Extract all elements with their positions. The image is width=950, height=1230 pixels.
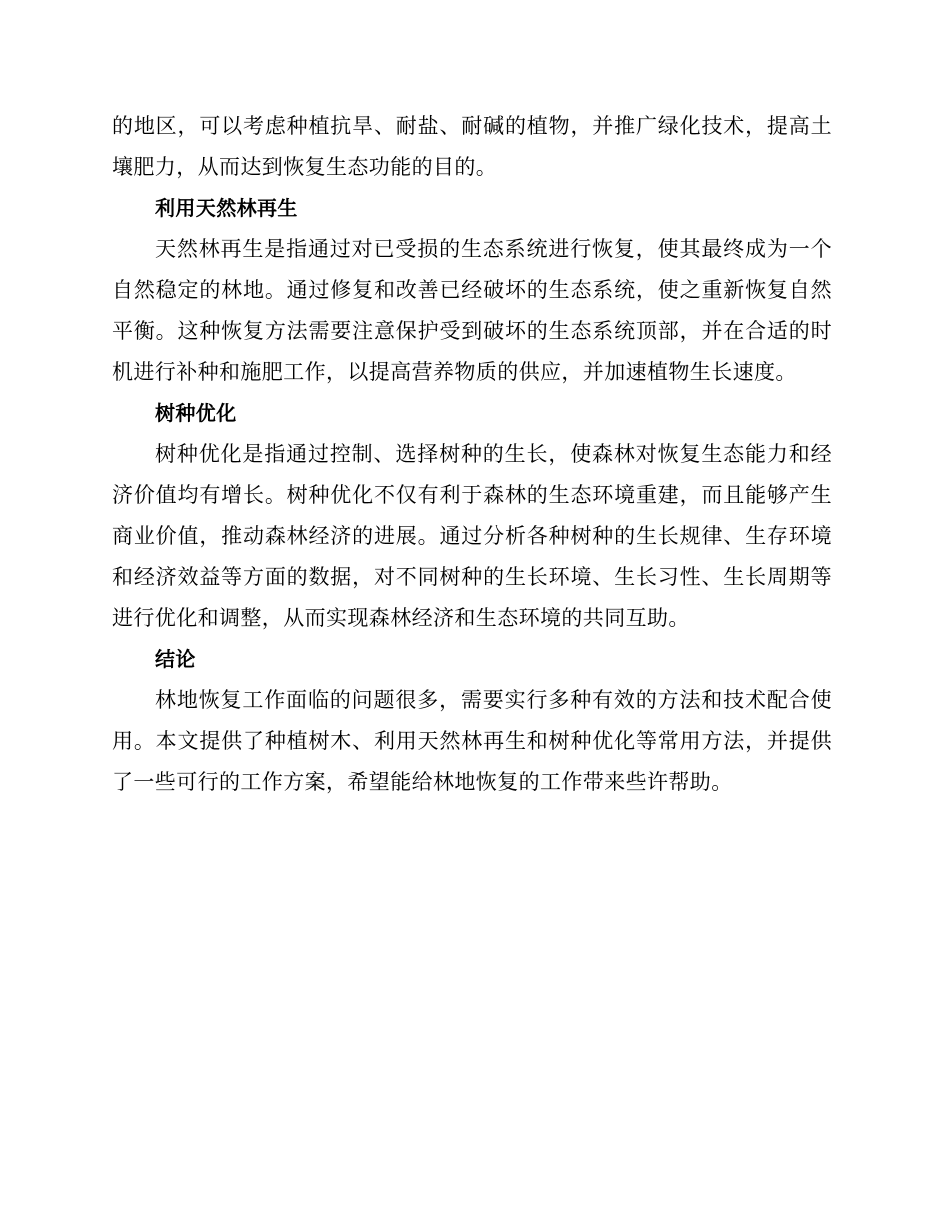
document-page [112,106,832,803]
section-paragraph-species-optimization: 树种优化是指通过控制、选择树种的生长，使森林对恢复生态能力和经济价值均有增长。树种优化不仅有利于森林的生态环境重建，而且能够产生商业价值，推动森林经济的进展。通过分析各种树种的生长规律、生存环境和经济效益等方面的数据，对不同树种的生长环境、生长习性、生长周期等进行优化和调整，从而实现森林经济和生态环境的共同互助。 [112,442,832,630]
section-paragraph-conclusion: 林地恢复工作面临的问题很多，需要实行多种有效的方法和技术配合使用。本文提供了种植树木、利用天然林再生和树种优化等常用方法，并提供了一些可行的工作方案，希望能给林地恢复的工作带来些许帮助。 [112,688,832,794]
section-paragraph-natural-regeneration: 天然林再生是指通过对已受损的生态系统进行恢复，使其最终成为一个自然稳定的林地。通过修复和改善已经破坏的生态系统，使之重新恢复自然平衡。这种恢复方法需要注意保护受到破坏的生态系统顶部，并在合适的时机进行补种和施肥工作，以提高营养物质的供应，并加速植物生长速度。 [112,237,832,384]
intro-paragraph: 的地区，可以考虑种植抗旱、耐盐、耐碱的植物，并推广绿化技术，提高土壤肥力，从而达到恢复生态功能的目的。 [112,114,832,179]
section-heading-species-optimization: 树种优化 [155,401,237,425]
section-heading-natural-regeneration: 利用天然林再生 [155,196,298,220]
section-heading-conclusion: 结论 [155,647,196,671]
